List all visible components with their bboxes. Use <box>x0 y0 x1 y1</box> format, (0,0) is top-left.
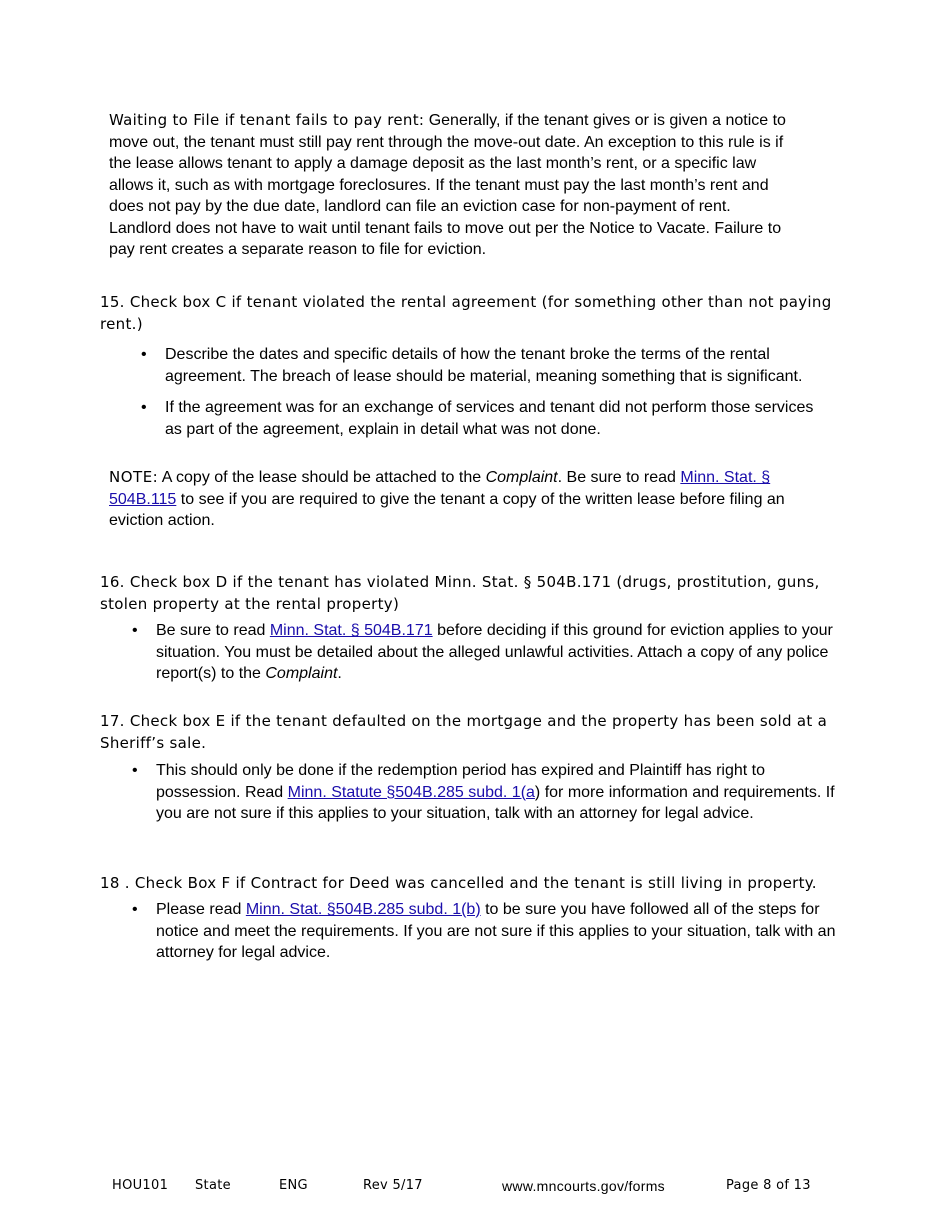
lease-note <box>109 467 789 532</box>
section-16-heading: 16. Check box D if the tenant has violated Minn. Stat. § 504B.171 (drugs, prostitution, guns, stolen property at the rental property) <box>100 573 820 613</box>
section-17-heading: 17. Check box E if the tenant defaulted on the mortgage and the property has been sold at a Sheriff’s sale. <box>100 712 828 752</box>
bullet-icon: • <box>141 346 147 363</box>
footer-language: ENG <box>279 1178 308 1193</box>
bullet-icon: • <box>132 622 138 639</box>
section-16-italic-complaint: Complaint <box>265 665 338 682</box>
waiting-to-file-paragraph <box>109 110 789 261</box>
bullet-icon: • <box>132 901 138 918</box>
link-minn-stat-504b-115[interactable]: Minn. Stat. § 504B.115 <box>109 469 771 508</box>
section-17-bullet-list <box>132 760 836 825</box>
footer-state: State <box>195 1178 231 1193</box>
waiting-to-file-label: Waiting to File if tenant fails to pay rent: <box>109 111 425 129</box>
section-17-text-2: ) for more information and requirements. If you are not sure if this applies to your situation, talk with an attorney for legal advice. <box>156 783 835 822</box>
link-minn-stat-504b-171[interactable]: Minn. Stat. § 504B.171 <box>269 622 433 639</box>
list-item <box>141 397 815 440</box>
section-16-text-3: . <box>337 665 342 682</box>
section-18-heading: 18 . Check Box F if Contract for Deed was cancelled and the tenant is still living in property. <box>100 874 817 892</box>
footer-url: www.mncourts.gov/forms <box>502 1178 665 1194</box>
list-item <box>132 899 836 964</box>
note-text-1: A copy of the lease should be attached to the <box>158 469 486 486</box>
list-item <box>141 344 815 387</box>
section-15-bullet-1: Describe the dates and specific details of how the tenant broke the terms of the rental agreement. The breach of lease should be material, meaning something that is significant. <box>165 346 803 385</box>
section-15-heading: 15. Check box C if tenant violated the rental agreement (for something other than not paying rent.) <box>100 293 832 333</box>
list-item <box>132 760 836 825</box>
link-minn-stat-504b-285-1b[interactable]: Minn. Stat. §504B.285 subd. 1(b) <box>245 901 481 918</box>
section-16-text-2: before deciding if this ground for eviction applies to your situation. You must be detailed about the alleged unlawful activities. Attach a copy of any police report(s) to the <box>156 622 833 682</box>
page-footer <box>0 1178 950 1198</box>
link-minn-statute-504b-285-1a[interactable]: Minn. Statute §504B.285 subd. 1(a <box>287 783 535 801</box>
footer-revision: Rev 5/17 <box>363 1178 423 1193</box>
bullet-icon: • <box>141 399 147 416</box>
section-16-text-1: Be sure to read <box>156 622 270 639</box>
section-17-text-1: This should only be done if the redemption period has expired and Plaintiff has right to possession. Read <box>156 762 765 801</box>
note-text-2: . Be sure to read <box>557 469 681 486</box>
section-15-bullet-2: If the agreement was for an exchange of services and tenant did not perform those services as part of the agreement, explain in detail what was not done. <box>165 399 814 438</box>
section-18-bullet-list <box>132 899 836 964</box>
section-18-text-1: Please read <box>156 901 246 918</box>
footer-form-code: HOU101 <box>112 1178 169 1193</box>
section-15-bullet-list <box>141 344 815 440</box>
section-18-text-2: to be sure you have followed all of the steps for notice and meet the requirements. If you are not sure if this applies to your situation, talk with an attorney for legal advice. <box>156 901 836 961</box>
note-text-3: to see if you are required to give the tenant a copy of the written lease before filing an eviction action. <box>109 490 785 529</box>
section-16-bullet-list <box>132 620 836 685</box>
note-italic-complaint: Complaint <box>485 469 558 486</box>
bullet-icon: • <box>132 762 138 779</box>
footer-page-number: Page 8 of 13 <box>726 1178 811 1193</box>
list-item <box>132 620 836 685</box>
note-label: NOTE: <box>109 468 159 486</box>
waiting-to-file-text: Generally, if the tenant gives or is given a notice to move out, the tenant must still pay rent through the move-out date. An exception to this rule is if the lease allows tenant to apply a damage deposit as the last month’s rent, or a specific law allows it, such as with mortgage foreclosures. If the tenant must pay the last month’s rent and does not pay by the due date, landlord can file an eviction case for non-payment of rent. Landlord does not have to wait until tenant fails to move out per the Notice to Vacate. Failure to pay rent creates a separate reason to file for eviction. <box>109 112 786 258</box>
